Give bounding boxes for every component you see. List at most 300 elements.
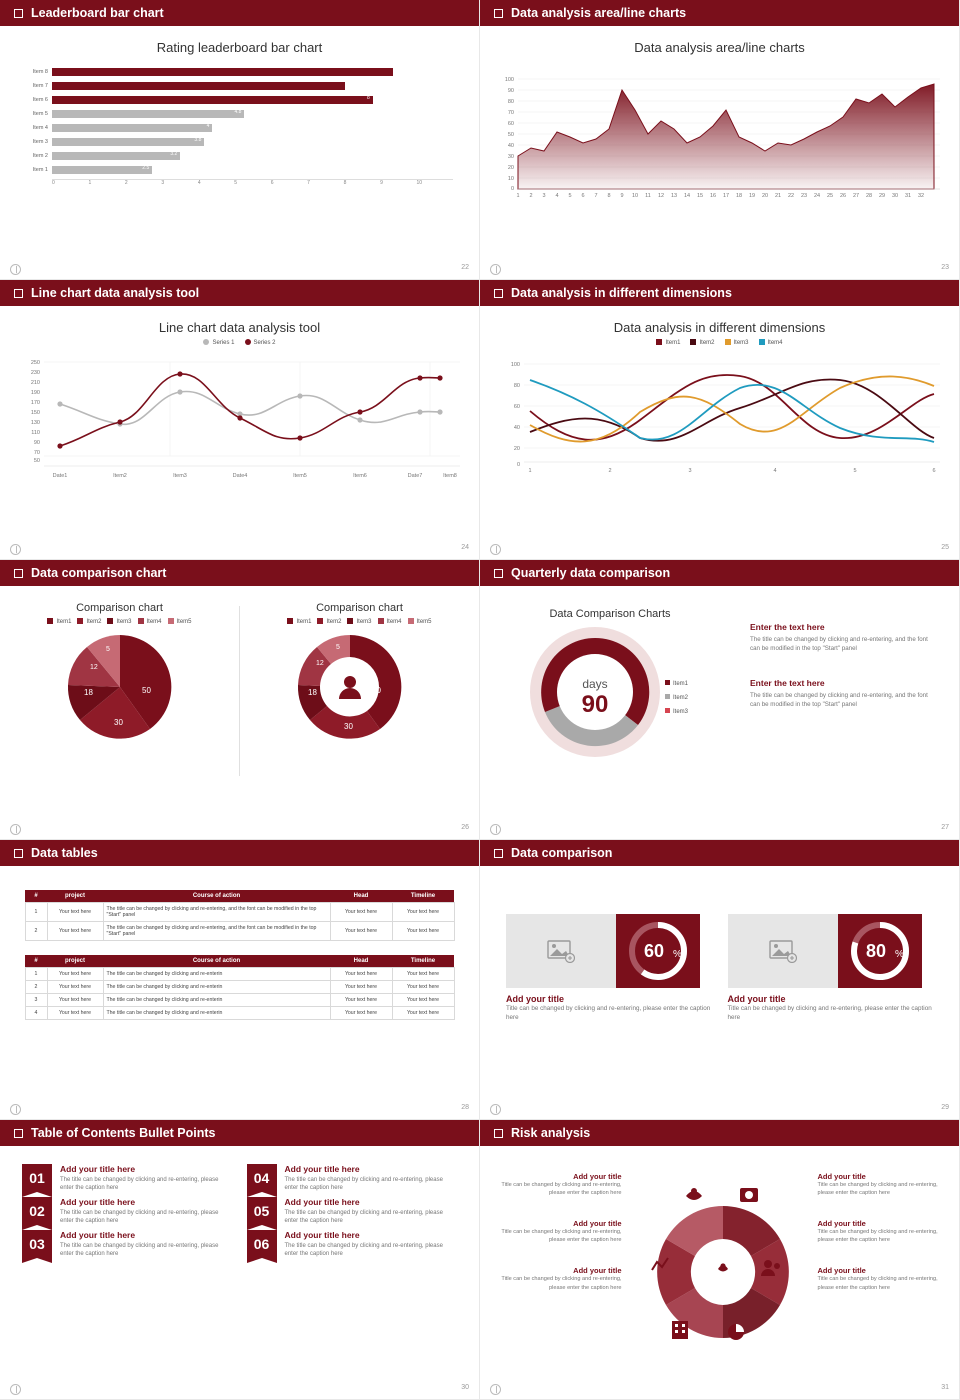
page-number: 25 xyxy=(941,544,949,551)
cell: Your text here xyxy=(330,903,392,922)
svg-text:70: 70 xyxy=(33,450,40,456)
bar-category: Item 6 xyxy=(32,97,48,103)
svg-text:60: 60 xyxy=(513,404,520,410)
slide-header xyxy=(0,280,479,306)
bar-row xyxy=(26,65,453,79)
svg-text:21: 21 xyxy=(774,193,782,199)
slide-footer xyxy=(0,1384,479,1395)
slide-table-of-contents xyxy=(0,1120,480,1400)
risk-title: Add your title xyxy=(573,1219,622,1229)
column-header: # xyxy=(25,955,47,968)
bar-fill xyxy=(52,124,212,132)
risk-body: Title can be changed by clicking and re-entering, please enter the caption here xyxy=(817,1276,938,1291)
slide-footer xyxy=(0,1104,479,1115)
page-number: 22 xyxy=(461,264,469,271)
cell: Your text here xyxy=(47,1007,103,1020)
toc-title: Add your title here xyxy=(60,1229,136,1240)
slide-data-comparison-chart xyxy=(0,560,480,840)
image-placeholder-icon xyxy=(728,914,838,988)
table-row xyxy=(25,968,454,981)
risk-body: Title can be changed by clicking and re-entering, please enter the caption here xyxy=(817,1182,938,1197)
svg-text:29: 29 xyxy=(878,193,886,199)
legend-item xyxy=(656,339,680,346)
cell: 3 xyxy=(25,994,47,1007)
svg-text:190: 190 xyxy=(30,390,40,396)
bar-fill xyxy=(52,82,345,90)
svg-text:30: 30 xyxy=(344,722,353,731)
chart-title: Line chart data analysis tool xyxy=(158,320,321,335)
list-item[interactable] xyxy=(247,1164,458,1193)
slide-footer xyxy=(0,544,479,555)
legend-item xyxy=(203,339,234,346)
bar-fill xyxy=(52,166,152,174)
risk-title: Add your title xyxy=(573,1266,622,1276)
toc-desc: The title can be changed by clicking and re-entering, please enter the caption here xyxy=(60,1177,219,1192)
x-tick: 9 xyxy=(380,180,383,186)
legend-label: Item5 xyxy=(416,619,432,625)
svg-text:130: 130 xyxy=(30,420,40,426)
svg-text:10: 10 xyxy=(631,193,639,199)
slide-header xyxy=(480,280,959,306)
bar-fill xyxy=(52,68,393,76)
cell: 2 xyxy=(25,981,47,994)
square-icon xyxy=(494,569,503,578)
column-header: project xyxy=(47,955,103,968)
bar-value: 4.8 xyxy=(234,109,242,115)
chart-title: Data Comparison Charts xyxy=(549,608,671,620)
svg-text:26: 26 xyxy=(839,193,847,199)
multi-line-chart xyxy=(490,350,950,485)
pie-panel-left xyxy=(0,586,239,796)
svg-text:17: 17 xyxy=(722,193,730,199)
page-number: 28 xyxy=(461,1104,469,1111)
slide-header-label: Quarterly data comparison xyxy=(511,566,671,580)
risk-body: Title can be changed by clicking and re-entering, please enter the caption here xyxy=(501,1276,622,1291)
logo-icon xyxy=(490,824,501,835)
toc-number: 04 xyxy=(247,1164,277,1192)
cell: The title can be changed by clicking and re-entering, and the font can be modified in the top "Start" panel xyxy=(103,903,330,922)
bar-value: 3.2 xyxy=(170,151,178,157)
square-icon xyxy=(14,9,23,18)
svg-text:18: 18 xyxy=(735,193,743,199)
svg-text:22: 22 xyxy=(787,193,795,199)
table-row xyxy=(25,981,454,994)
list-item[interactable] xyxy=(247,1197,458,1226)
bar-row xyxy=(26,79,453,93)
toc-title: Add your title here xyxy=(284,1164,360,1174)
slide-data-tables xyxy=(0,840,480,1120)
legend-item xyxy=(47,618,71,625)
svg-text:110: 110 xyxy=(31,430,40,436)
cell: Your text here xyxy=(392,1007,454,1020)
chart-title: Data analysis in different dimensions xyxy=(613,320,826,335)
svg-text:80: 80 xyxy=(507,99,514,105)
toc-title: Add your title here xyxy=(284,1229,360,1240)
bar-fill xyxy=(52,152,180,160)
legend-label: Item4 xyxy=(146,619,162,625)
bar-value: 2.5 xyxy=(142,165,150,171)
bar-value: 4 xyxy=(206,123,210,129)
toc-desc: The title can be changed by clicking and re-entering, please enter the caption here xyxy=(60,1242,219,1257)
svg-text:4: 4 xyxy=(773,468,777,474)
svg-text:250: 250 xyxy=(30,360,40,366)
column-header: Course of action xyxy=(103,955,330,968)
toc-number: 03 xyxy=(22,1230,52,1258)
svg-text:100: 100 xyxy=(504,77,514,83)
legend-label: Item5 xyxy=(176,619,192,625)
legend-item xyxy=(347,618,371,625)
bar-chart xyxy=(0,55,479,186)
svg-text:90: 90 xyxy=(581,691,609,718)
card-title: Add your title xyxy=(727,994,786,1004)
percent-symbol: % xyxy=(894,949,904,960)
square-icon xyxy=(494,9,503,18)
legend-label: Item3 xyxy=(733,340,749,346)
svg-text:0: 0 xyxy=(516,462,520,468)
block-body: The title can be changed by clicking and re-entering, and the font can be modified in the top "Start" panel xyxy=(750,636,928,653)
slide-footer xyxy=(0,824,479,835)
svg-text:30: 30 xyxy=(507,154,514,160)
slide-header-label: Leaderboard bar chart xyxy=(31,6,164,20)
svg-text:8: 8 xyxy=(607,193,611,199)
slide-header-label: Data analysis in different dimensions xyxy=(511,286,732,300)
svg-text:31: 31 xyxy=(904,193,912,199)
bar-category: Item 1 xyxy=(32,167,48,173)
logo-icon xyxy=(10,1104,21,1115)
bar-value: 8 xyxy=(367,95,370,101)
logo-icon xyxy=(490,544,501,555)
chart-legend xyxy=(0,339,479,346)
toc-desc: The title can be changed by clicking and re-entering, please enter the caption here xyxy=(284,1209,443,1225)
bar-category: Item 3 xyxy=(32,139,48,145)
svg-text:Item6: Item6 xyxy=(353,473,367,479)
x-tick: 10 xyxy=(416,180,423,186)
risk-body: Title can be changed by clicking and re-entering, please enter the caption here xyxy=(501,1229,622,1244)
svg-text:50: 50 xyxy=(142,686,151,695)
svg-text:30: 30 xyxy=(114,718,123,727)
card-body: Title can be changed by clicking and re-entering, please enter the caption here xyxy=(727,1005,932,1022)
svg-text:16: 16 xyxy=(709,193,717,199)
svg-text:Date7: Date7 xyxy=(407,473,423,479)
slide-header-label: Table of Contents Bullet Points xyxy=(31,1126,216,1140)
svg-text:12: 12 xyxy=(657,193,665,199)
legend-item xyxy=(759,339,783,346)
line-chart xyxy=(10,350,470,490)
slide-body xyxy=(480,866,959,1120)
chart-title: Comparison chart xyxy=(316,602,403,614)
chart-title: Data analysis area/line charts xyxy=(634,40,805,55)
legend-label: Item1 xyxy=(56,619,72,625)
svg-text:10: 10 xyxy=(507,176,514,182)
card-title: Add your title xyxy=(506,994,564,1004)
svg-text:18: 18 xyxy=(84,688,93,697)
toc-list xyxy=(0,1146,479,1276)
legend-item xyxy=(690,339,714,346)
table-header-row xyxy=(25,890,454,903)
svg-text:25: 25 xyxy=(826,193,834,199)
logo-icon xyxy=(10,544,21,555)
legend-item xyxy=(408,618,432,625)
table-header-row xyxy=(25,955,454,968)
table-row xyxy=(25,922,454,941)
column-header: Timeline xyxy=(392,890,454,903)
page-number: 27 xyxy=(941,824,949,831)
page-number: 29 xyxy=(941,1104,949,1111)
square-icon xyxy=(14,289,23,298)
bar-category: Item 5 xyxy=(32,111,48,117)
block-heading: Enter the text here xyxy=(750,622,825,632)
right-labels xyxy=(818,1172,946,1366)
logo-icon xyxy=(490,264,501,275)
x-tick: 0 xyxy=(52,180,55,186)
svg-text:70: 70 xyxy=(507,110,514,116)
svg-text:50: 50 xyxy=(372,686,381,695)
slide-header-label: Data tables xyxy=(31,846,98,860)
cell: Your text here xyxy=(47,994,103,1007)
svg-text:23: 23 xyxy=(800,193,808,199)
svg-text:Item5: Item5 xyxy=(293,473,307,479)
slide-header xyxy=(0,1120,479,1146)
svg-text:9: 9 xyxy=(620,193,624,199)
risk-item xyxy=(818,1266,946,1291)
svg-text:7: 7 xyxy=(594,193,598,199)
slide-data-comparison xyxy=(480,840,960,1120)
comparison-card xyxy=(506,914,712,1022)
svg-text:28: 28 xyxy=(865,193,873,199)
svg-text:2: 2 xyxy=(608,468,612,474)
legend-label: Item3 xyxy=(356,619,372,625)
risk-body: Title can be changed by clicking and re-entering, please enter the caption here xyxy=(501,1182,622,1197)
svg-text:12: 12 xyxy=(90,664,98,671)
slide-header xyxy=(480,560,959,586)
logo-icon xyxy=(10,264,21,275)
risk-title: Add your title xyxy=(817,1172,866,1181)
risk-title: Add your title xyxy=(817,1266,866,1276)
risk-title: Add your title xyxy=(817,1219,866,1229)
svg-text:3: 3 xyxy=(688,468,692,474)
cell: The title can be changed by clicking and re-enterin xyxy=(103,968,330,981)
logo-icon xyxy=(490,1384,501,1395)
legend-item xyxy=(138,618,162,625)
svg-text:150: 150 xyxy=(30,410,40,416)
bar-category: Item 8 xyxy=(32,69,48,75)
slide-body xyxy=(0,306,479,560)
x-tick: 1 xyxy=(88,180,92,186)
percent-value: 60 xyxy=(643,941,665,961)
progress-ring xyxy=(838,914,922,988)
slide-footer xyxy=(480,1104,959,1115)
table-row xyxy=(25,903,454,922)
card-body: Title can be changed by clicking and re-entering, please enter the caption here xyxy=(506,1005,711,1022)
svg-text:Date4: Date4 xyxy=(232,473,248,479)
legend-label: Item2 xyxy=(699,340,715,346)
slide-header-label: Risk analysis xyxy=(511,1126,591,1140)
slide-header-label: Data comparison xyxy=(511,846,613,860)
cell: Your text here xyxy=(392,922,454,941)
cell: Your text here xyxy=(47,903,103,922)
slide-leaderboard-bar-chart xyxy=(0,0,480,280)
svg-text:50: 50 xyxy=(33,458,40,464)
text-block xyxy=(750,622,935,654)
bar-row xyxy=(26,135,453,149)
svg-text:12: 12 xyxy=(316,660,324,667)
column-header: project xyxy=(47,890,103,903)
slide-footer xyxy=(480,264,959,275)
chart-legend xyxy=(0,618,239,625)
x-tick: 5 xyxy=(234,180,238,186)
block-body: The title can be changed by clicking and re-entering, and the font can be modified in the top "Start" panel xyxy=(750,691,928,708)
svg-text:230: 230 xyxy=(30,370,40,376)
svg-text:50: 50 xyxy=(507,132,514,138)
bar-category: Item 7 xyxy=(32,83,48,89)
x-tick: 8 xyxy=(343,180,347,186)
svg-text:Item8: Item8 xyxy=(443,473,457,479)
page-number: 24 xyxy=(461,544,469,551)
svg-text:1: 1 xyxy=(528,468,532,474)
svg-text:210: 210 xyxy=(30,380,40,386)
list-item[interactable] xyxy=(22,1197,233,1226)
legend-label: Item1 xyxy=(296,619,312,625)
legend-label: Item4 xyxy=(767,340,783,346)
legend-label: Item1 xyxy=(665,340,681,346)
toc-number: 06 xyxy=(247,1230,277,1258)
bar-fill xyxy=(52,138,204,146)
donut-chart xyxy=(500,620,700,770)
slide-body xyxy=(480,1146,959,1400)
slide-body xyxy=(480,586,959,840)
logo-icon xyxy=(10,1384,21,1395)
slide-footer xyxy=(480,544,959,555)
legend-label: Item4 xyxy=(386,619,402,625)
toc-number: 01 xyxy=(22,1164,52,1192)
chart-legend xyxy=(480,339,959,346)
risk-item xyxy=(494,1219,622,1244)
svg-text:Item2: Item2 xyxy=(673,695,689,701)
table-row xyxy=(25,1007,454,1020)
svg-text:170: 170 xyxy=(30,400,40,406)
page-number: 31 xyxy=(941,1384,949,1391)
slide-line-chart-tool xyxy=(0,280,480,560)
slide-header xyxy=(480,1120,959,1146)
column-header: Course of action xyxy=(103,890,330,903)
data-table-2 xyxy=(25,955,455,1020)
x-tick: 4 xyxy=(197,180,201,186)
bar-fill xyxy=(52,110,244,118)
legend-item xyxy=(317,618,341,625)
percent-value: 80 xyxy=(865,941,886,961)
risk-item xyxy=(494,1172,622,1197)
cell: 4 xyxy=(25,1007,47,1020)
square-icon xyxy=(14,849,23,858)
pie-chart xyxy=(15,625,225,755)
cell: Your text here xyxy=(392,981,454,994)
slide-header xyxy=(0,0,479,26)
svg-text:32: 32 xyxy=(917,193,925,199)
x-tick: 2 xyxy=(124,180,128,186)
image-placeholder-icon xyxy=(506,914,616,988)
cell: Your text here xyxy=(392,903,454,922)
slide-header-label: Line chart data analysis tool xyxy=(31,286,200,300)
percent-symbol: % xyxy=(673,949,682,960)
column-header: Head xyxy=(330,890,392,903)
svg-text:15: 15 xyxy=(696,193,704,199)
cell: Your text here xyxy=(330,968,392,981)
slide-header xyxy=(480,0,959,26)
cycle-diagram xyxy=(622,1172,818,1366)
risk-body: Title can be changed by clicking and re-entering, please enter the caption here xyxy=(817,1229,938,1244)
chart-title: Comparison chart xyxy=(76,602,163,614)
svg-text:24: 24 xyxy=(813,193,821,199)
bar-fill xyxy=(52,96,373,104)
cell: Your text here xyxy=(330,1007,392,1020)
pie-chart-icon xyxy=(728,1324,744,1340)
risk-item xyxy=(494,1266,622,1291)
toc-title: Add your title here xyxy=(60,1164,136,1174)
bar-value: 3.8 xyxy=(194,137,202,143)
svg-text:11: 11 xyxy=(645,193,651,199)
toc-number: 02 xyxy=(22,1197,52,1225)
comparison-card xyxy=(728,914,934,1022)
list-item[interactable] xyxy=(247,1230,458,1259)
svg-text:60: 60 xyxy=(507,121,514,127)
svg-text:days: days xyxy=(582,677,608,691)
slide-body xyxy=(0,890,479,1120)
cell: The title can be changed by clicking and re-enterin xyxy=(103,1007,330,1020)
slide-header xyxy=(480,840,959,866)
toc-title: Add your title here xyxy=(284,1196,360,1207)
svg-text:40: 40 xyxy=(513,425,520,431)
risk-title: Add your title xyxy=(573,1172,622,1181)
svg-text:90: 90 xyxy=(33,440,40,446)
svg-text:1: 1 xyxy=(516,193,520,199)
slide-header-label: Data comparison chart xyxy=(31,566,167,580)
legend-item xyxy=(245,339,276,346)
text-blocks xyxy=(740,586,959,801)
slide-risk-analysis xyxy=(480,1120,960,1400)
list-item[interactable] xyxy=(22,1164,233,1193)
cell: Your text here xyxy=(392,968,454,981)
svg-text:Item3: Item3 xyxy=(173,473,187,479)
slide-header xyxy=(0,840,479,866)
donut-chart xyxy=(250,625,460,755)
x-tick: 6 xyxy=(270,180,274,186)
column-header: Timeline xyxy=(392,955,454,968)
x-tick: 3 xyxy=(161,180,165,186)
legend-label: Series 1 xyxy=(212,340,235,346)
bar-category: Item 4 xyxy=(32,125,48,131)
square-icon xyxy=(494,849,503,858)
toc-desc: The title can be changed by clicking and re-entering, please enter the caption here xyxy=(60,1209,219,1225)
pie-panel-right xyxy=(240,586,479,796)
series-1-line xyxy=(60,391,440,424)
legend-label: Item2 xyxy=(326,619,342,625)
svg-text:30: 30 xyxy=(891,193,899,199)
legend-item xyxy=(378,618,402,625)
svg-text:Item1: Item1 xyxy=(673,681,689,687)
page-number: 23 xyxy=(941,264,949,271)
column-header: Head xyxy=(330,955,392,968)
column-header: # xyxy=(25,890,47,903)
svg-text:Item3: Item3 xyxy=(673,709,689,715)
cell: Your text here xyxy=(330,981,392,994)
logo-icon xyxy=(490,1104,501,1115)
list-item[interactable] xyxy=(22,1230,233,1259)
legend-label: Series 2 xyxy=(253,340,276,346)
bar-row xyxy=(26,121,453,135)
series-2-line xyxy=(60,374,440,446)
building-icon xyxy=(672,1321,688,1339)
cell: Your text here xyxy=(47,968,103,981)
